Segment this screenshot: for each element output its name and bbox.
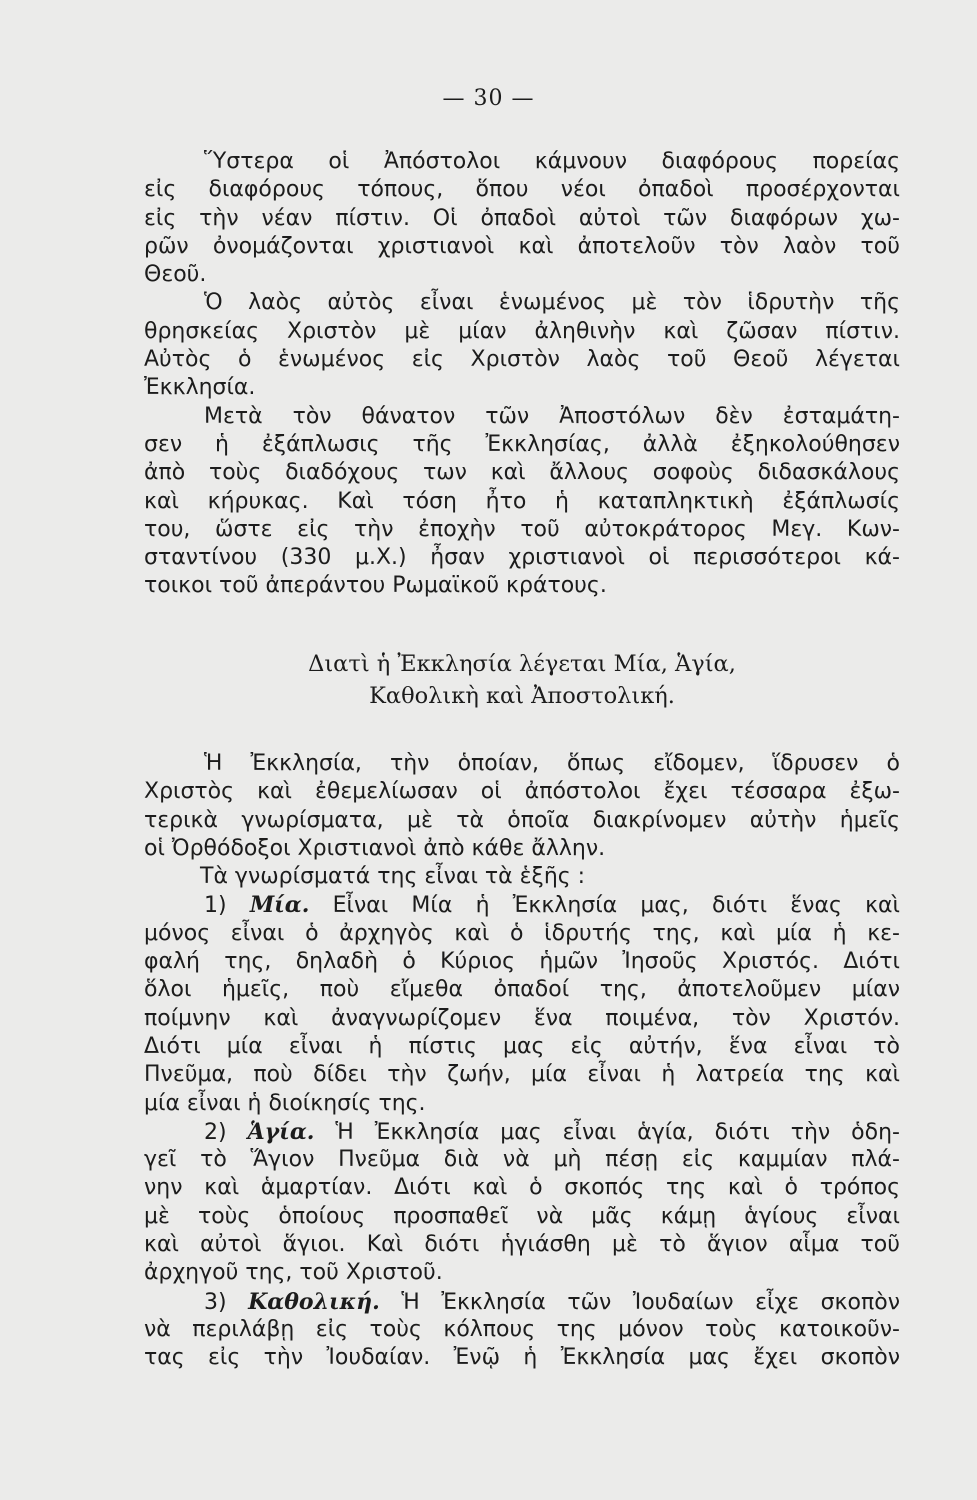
- heading-line: Καθολικὴ καὶ Ἀποστολική.: [369, 683, 675, 709]
- text-line: νὰ περιλάβῃ εἰς τοὺς κόλπους της μόνον τοὺς κατοικοῦν-: [144, 1316, 900, 1342]
- text-line: καὶ αὐτοὶ ἅγιοι. Καὶ διότι ἡγιάσθη μὲ τὸ ἅγιον αἷμα τοῦ: [144, 1232, 900, 1258]
- text-line: ποίμνην καὶ ἀναγνωρίζομεν ἕνα ποιμένα, τὸν Χριστόν.: [144, 1005, 900, 1031]
- item-label: Καθολική.: [248, 1288, 380, 1315]
- item-text: Εἶναι Μία ἡ Ἐκκλησία μας, διότι ἕνας καὶ: [332, 893, 900, 919]
- body-text: [144, 750, 900, 1373]
- list-item-katholiki: [144, 1288, 900, 1316]
- item-label: Ἁγία.: [247, 1118, 315, 1145]
- page-number: — 30 —: [442, 86, 535, 111]
- text-line: σεν ἡ ἐξάπλωσις τῆς Ἐκκλησίας, ἀλλὰ ἐξηκολούθησεν: [144, 431, 900, 457]
- item-text: Ἡ Ἐκκλησία μας εἶναι ἁγία, διότι τὴν ὁδη-: [335, 1119, 900, 1145]
- text-line: εἰς τὴν νέαν πίστιν. Οἱ ὀπαδοὶ αὐτοὶ τῶν διαφόρων χω-: [144, 205, 900, 231]
- text-line: Διότι μία εἶναι ἡ πίστις μας εἰς αὐτήν, ἕνα εἶναι τὸ: [144, 1033, 900, 1059]
- text-line: Αὐτὸς ὁ ἑνωμένος εἰς Χριστὸν λαὸς τοῦ Θεοῦ λέγεται: [144, 347, 900, 373]
- text-line: ὅλοι ἡμεῖς, ποὺ εἴμεθα ὀπαδοί της, ἀποτελοῦμεν μίαν: [144, 977, 900, 1003]
- text-line: ἀπὸ τοὺς διαδόχους των καὶ ἄλλους σοφοὺς διδασκάλους: [144, 460, 900, 486]
- text-line: μόνος εἶναι ὁ ἀρχηγὸς καὶ ὁ ἱδρυτής της, καὶ μία ἡ κε-: [144, 920, 900, 946]
- text-line: οἱ Ὀρθόδοξοι Χριστιανοὶ ἀπὸ κάθε ἄλλην.: [144, 835, 606, 861]
- text-line: Τὰ γνωρίσματά της εἶναι τὰ ἑξῆς :: [200, 864, 586, 890]
- section-heading: [144, 648, 900, 712]
- item-number: 1): [204, 893, 227, 919]
- text-line: Μετὰ τὸν θάνατον τῶν Ἀποστόλων δὲν ἐσταμάτη-: [204, 403, 900, 429]
- text-line: ἀρχηγοῦ της, τοῦ Χριστοῦ.: [144, 1260, 443, 1286]
- text-line: εἰς διαφόρους τόπους, ὅπου νέοι ὀπαδοὶ προσέρχονται: [144, 177, 900, 203]
- intro-paragraphs: [144, 148, 900, 601]
- text-line: σταντίνου (330 μ.Χ.) ἦσαν χριστιανοὶ οἱ περισσότεροι κά-: [144, 545, 900, 571]
- text-line: Ὁ λαὸς αὐτὸς εἶναι ἑνωμένος μὲ τὸν ἱδρυτὴν τῆς: [204, 290, 900, 316]
- list-item-mia: [144, 891, 900, 919]
- text-line: τερικὰ γνωρίσματα, μὲ τὰ ὁποῖα διακρίνομεν αὐτὴν ἡμεῖς: [144, 807, 900, 833]
- text-line: μὲ τοὺς ὁποίους προσπαθεῖ νὰ μᾶς κάμῃ ἁγίους εἶναι: [144, 1203, 900, 1229]
- text-line: Ὕστερα οἱ Ἀπόστολοι κάμνουν διαφόρους πορείας: [204, 149, 900, 174]
- text-line: γεῖ τὸ Ἅγιον Πνεῦμα διὰ νὰ μὴ πέσῃ εἰς καμμίαν πλά-: [144, 1147, 900, 1173]
- text-line: Πνεῦμα, ποὺ δίδει τὴν ζωήν, μία εἶναι ἡ λατρεία της καὶ: [144, 1062, 900, 1088]
- text-line: του, ὥστε εἰς τὴν ἐποχὴν τοῦ αὐτοκράτορος Μεγ. Κων-: [144, 516, 900, 542]
- text-line: Ἐκκλησία.: [144, 375, 256, 401]
- text-line: καὶ κήρυκας. Καὶ τόση ἦτο ἡ καταπληκτικὴ ἐξάπλωσίς: [144, 488, 900, 514]
- text-line: φαλή της, δηλαδὴ ὁ Κύριος ἡμῶν Ἰησοῦς Χριστός. Διότι: [144, 949, 900, 975]
- text-line: Ἡ Ἐκκλησία, τὴν ὁποίαν, ὅπως εἴδομεν, ἵδρυσεν ὁ: [204, 751, 900, 776]
- text-line: Θεοῦ.: [144, 262, 207, 288]
- text-line: θρησκείας Χριστὸν μὲ μίαν ἀληθινὴν καὶ ζῶσαν πίστιν.: [144, 318, 900, 344]
- text-line: ρῶν ὀνομάζονται χριστιανοὶ καὶ ἀποτελοῦν τὸν λαὸν τοῦ: [144, 233, 900, 259]
- text-line: μία εἶναι ἡ διοίκησίς της.: [144, 1090, 426, 1116]
- item-label: Μία.: [249, 892, 310, 919]
- heading-line: Διατὶ ἡ Ἐκκλησία λέγεται Μία, Ἁγία,: [308, 651, 736, 677]
- text-line: τοικοι τοῦ ἀπεράντου Ρωμαϊκοῦ κράτους.: [144, 573, 607, 599]
- text-line: τας εἰς τὴν Ἰουδαίαν. Ἐνῷ ἡ Ἐκκλησία μας ἔχει σκοπὸν: [144, 1345, 900, 1371]
- item-number: 2): [204, 1119, 227, 1145]
- text-line: Χριστὸς καὶ ἐθεμελίωσαν οἱ ἀπόστολοι ἔχει τέσσαρα ἐξω-: [144, 779, 900, 805]
- item-text: Ἡ Ἐκκλησία τῶν Ἰουδαίων εἶχε σκοπὸν: [401, 1289, 900, 1315]
- list-item-agia: [144, 1118, 900, 1146]
- item-number: 3): [204, 1289, 227, 1315]
- text-line: νην καὶ ἁμαρτίαν. Διότι καὶ ὁ σκοπός της καὶ ὁ τρόπος: [144, 1175, 900, 1201]
